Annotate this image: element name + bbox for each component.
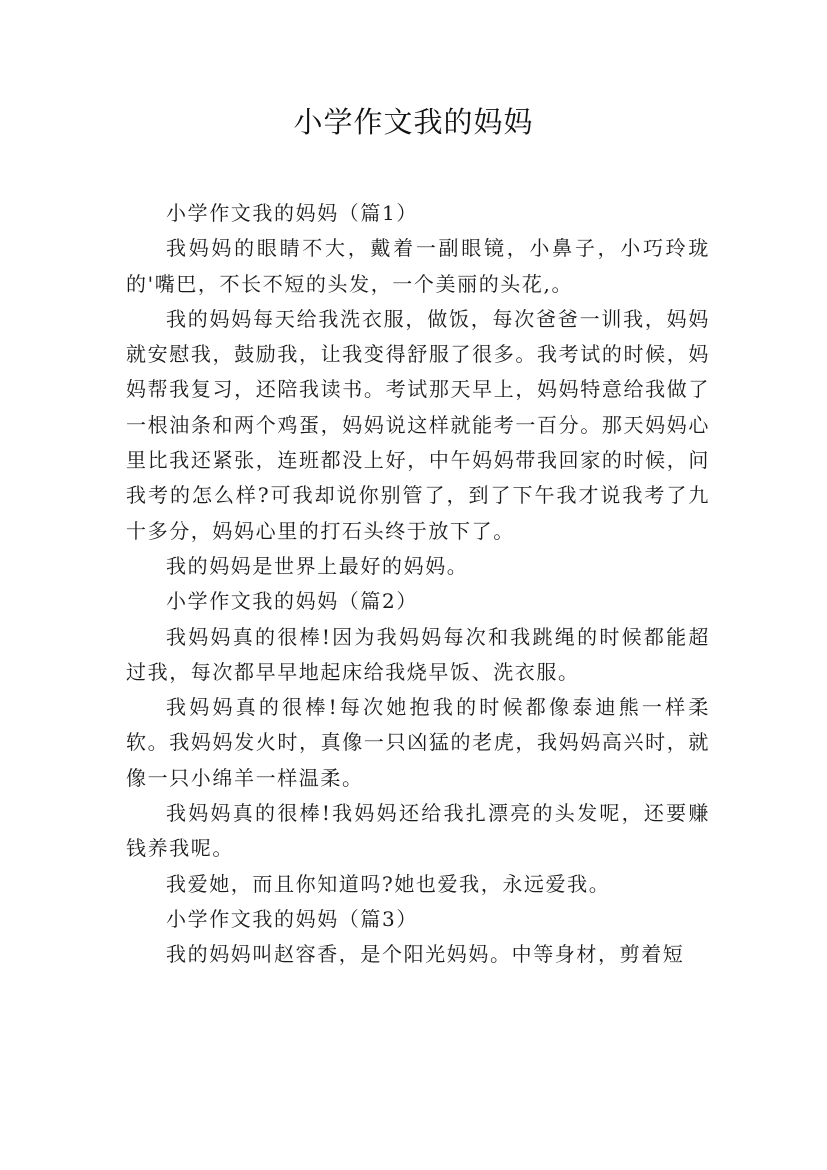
section-heading-2: 小学作文我的妈妈（篇2） bbox=[166, 589, 418, 614]
paragraph: 我的妈妈是世界上最好的妈妈。 bbox=[166, 553, 469, 578]
section-heading-3: 小学作文我的妈妈（篇3） bbox=[166, 906, 418, 931]
paragraph: 我的妈妈每天给我洗衣服，做饭，每次爸爸一训我，妈妈就安慰我，鼓励我，让我变得舒服了很多。我考试的时候，妈妈帮我复习，还陪我读书。考试那天早上，妈妈特意给我做了一根油条和两个鸡蛋，妈妈说这样就能考一百分。那天妈妈心里比我还紧张，连班都没上好，中午妈妈带我回家的时候，问我考的怎么样?可我却说你别管了，到了下午我才说我考了九十多分，妈妈心里的打石头终于放下了。 bbox=[126, 306, 710, 543]
paragraph: 我妈妈的眼睛不大，戴着一副眼镜，小鼻子，小巧玲珑的'嘴巴，不长不短的头发，一个美丽的头花,。 bbox=[126, 236, 710, 296]
document-title: 小学作文我的妈妈 bbox=[293, 105, 534, 139]
paragraph: 我妈妈真的很棒!我妈妈还给我扎漂亮的头发呢，还要赚钱养我呢。 bbox=[126, 801, 710, 861]
paragraph: 我妈妈真的很棒!因为我妈妈每次和我跳绳的时候都能超过我，每次都早早地起床给我烧早饭、洗衣服。 bbox=[126, 624, 710, 684]
paragraph: 我妈妈真的很棒!每次她抱我的时候都像泰迪熊一样柔软。我妈妈发火时，真像一只凶猛的老虎，我妈妈高兴时，就像一只小绵羊一样温柔。 bbox=[126, 695, 710, 790]
section-heading-1: 小学作文我的妈妈（篇1） bbox=[166, 201, 418, 225]
paragraph: 我的妈妈叫赵容香，是个阳光妈妈。中等身材，剪着短 bbox=[166, 942, 685, 967]
document-body bbox=[126, 196, 710, 973]
paragraph: 我爱她，而且你知道吗?她也爱我，永远爱我。 bbox=[166, 871, 611, 896]
